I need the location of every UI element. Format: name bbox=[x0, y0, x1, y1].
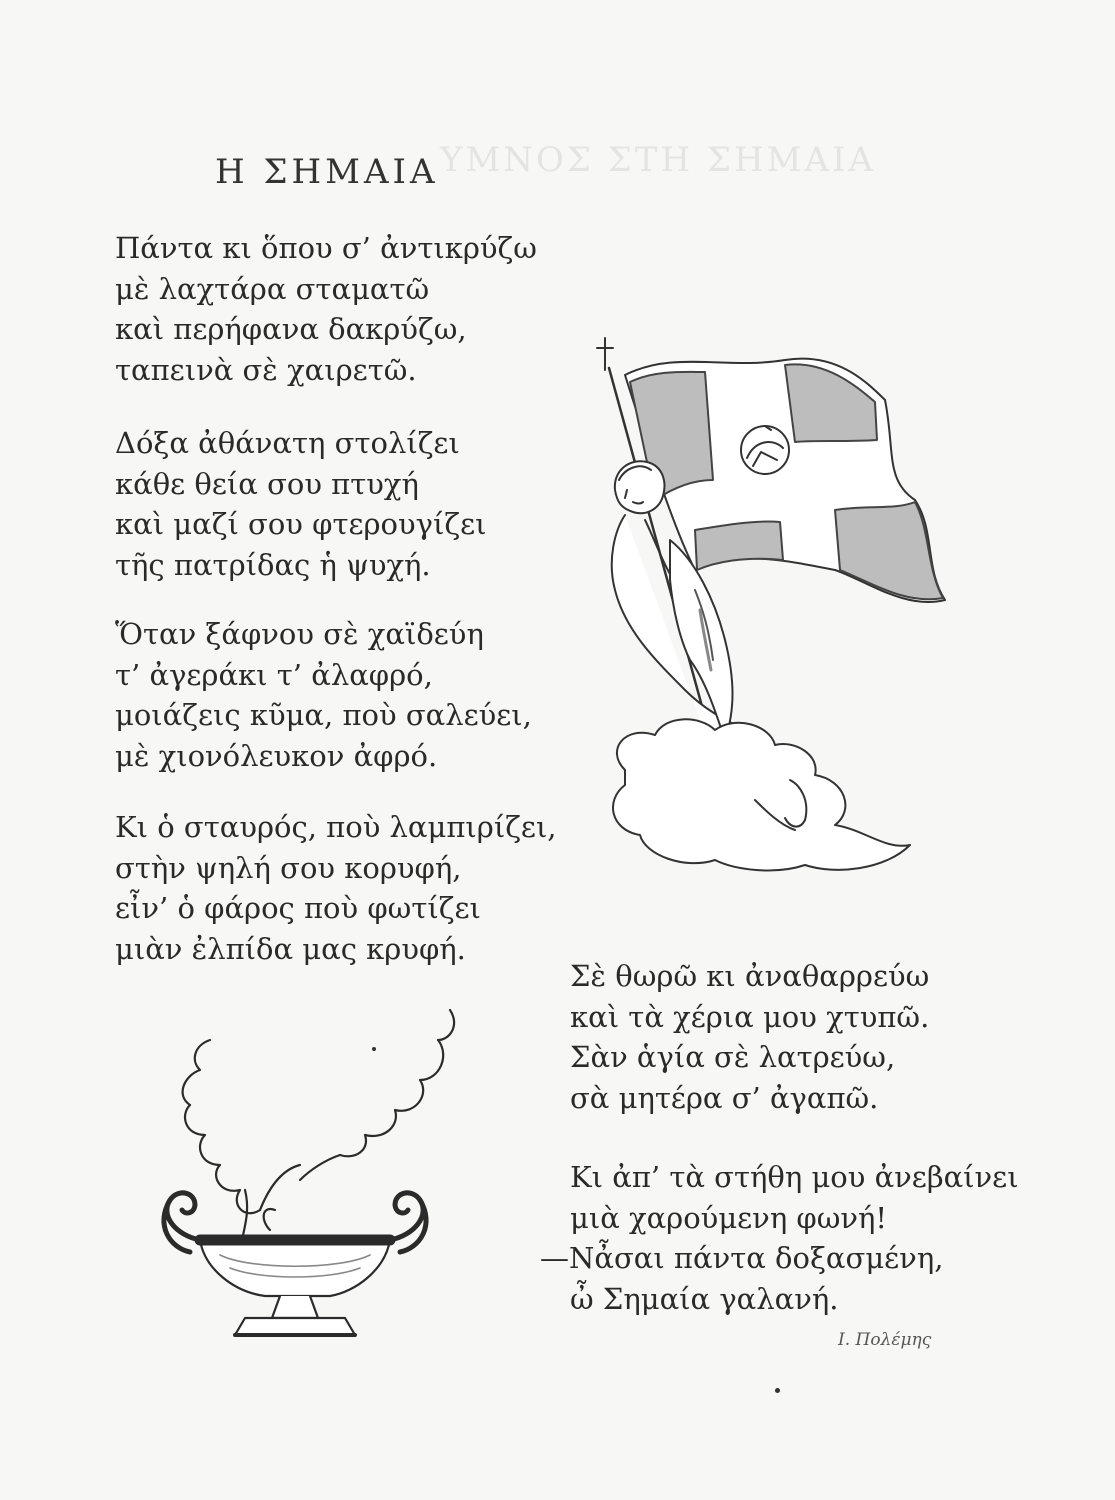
verse-line: εἶν’ ὁ φάρος ποὺ φωτίζει bbox=[115, 891, 481, 925]
verse-line: καὶ μαζί σου φτερουγίζει bbox=[115, 507, 487, 541]
oil-lamp-illustration bbox=[150, 1000, 460, 1345]
verse-line: καὶ τὰ χέρια μου χτυπῶ. bbox=[570, 999, 930, 1034]
stanza-4 bbox=[115, 807, 557, 969]
verse-line: Κι ὁ σταυρός, ποὺ λαμπιρίζει, bbox=[115, 810, 557, 844]
verse-line: —Νἆσαι πάντα δοξασμένη, bbox=[540, 1241, 944, 1275]
verse-line: κάθε θεία σου πτυχή bbox=[115, 466, 419, 501]
verse-line: μὲ λαχτάρα σταματῶ bbox=[115, 271, 430, 306]
poem-title: Η ΣΗΜΑΙΑ bbox=[215, 152, 439, 192]
verse-line: Ὅταν ξάφνου σὲ χαϊδεύη bbox=[115, 617, 484, 651]
verse-line: μιὰν ἐλπίδα μας κρυφή. bbox=[115, 931, 466, 966]
verse-line: καὶ περήφανα δακρύζω, bbox=[115, 312, 467, 346]
verse-line: τῆς πατρίδας ἡ ψυχή. bbox=[115, 547, 431, 582]
verse-line: στὴν ψηλή σου κορυφή, bbox=[115, 850, 462, 885]
author-signature: Ι. Πολέμης bbox=[838, 1330, 932, 1350]
verse-line: μοιάζεις κῦμα, ποὺ σαλεύει, bbox=[115, 698, 532, 732]
ink-speck bbox=[372, 1047, 376, 1051]
stanza-1 bbox=[115, 228, 537, 390]
verse-line: Δόξα ἀθάνατη στολίζει bbox=[115, 426, 460, 460]
verse-line: ὦ Σημαία γαλανή. bbox=[570, 1281, 839, 1316]
verse-line: τ’ ἀγεράκι τ’ ἀλαφρό, bbox=[115, 657, 433, 692]
bleed-through-text: ΥΜΝΟΣ ΣΤΗ ΣΗΜΑΙΑ bbox=[440, 140, 876, 180]
verse-line: Σὲ θωρῶ κι ἀναθαρρεύω bbox=[570, 959, 930, 993]
verse-line: ταπεινὰ σὲ χαιρετῶ. bbox=[115, 352, 417, 387]
stanza-5 bbox=[570, 956, 929, 1118]
stanza-2 bbox=[115, 423, 486, 585]
angel-flag-illustration bbox=[585, 330, 965, 920]
stanza-3 bbox=[115, 614, 532, 776]
verse-line: Κι ἀπ’ τὰ στήθη μου ἀνεβαίνει bbox=[570, 1160, 1019, 1194]
ink-speck bbox=[775, 1388, 780, 1393]
verse-line: Πάντα κι ὅπου σ’ ἀντικρύζω bbox=[115, 231, 537, 265]
verse-line: μὲ χιονόλευκον ἀφρό. bbox=[115, 738, 438, 773]
verse-line: σὰ μητέρα σ’ ἀγαπῶ. bbox=[570, 1080, 879, 1115]
verse-line: Σὰν ἁγία σὲ λατρεύω, bbox=[570, 1040, 896, 1074]
stanza-6 bbox=[540, 1157, 1019, 1319]
verse-line: μιὰ χαρούμενη φωνή! bbox=[570, 1200, 888, 1235]
